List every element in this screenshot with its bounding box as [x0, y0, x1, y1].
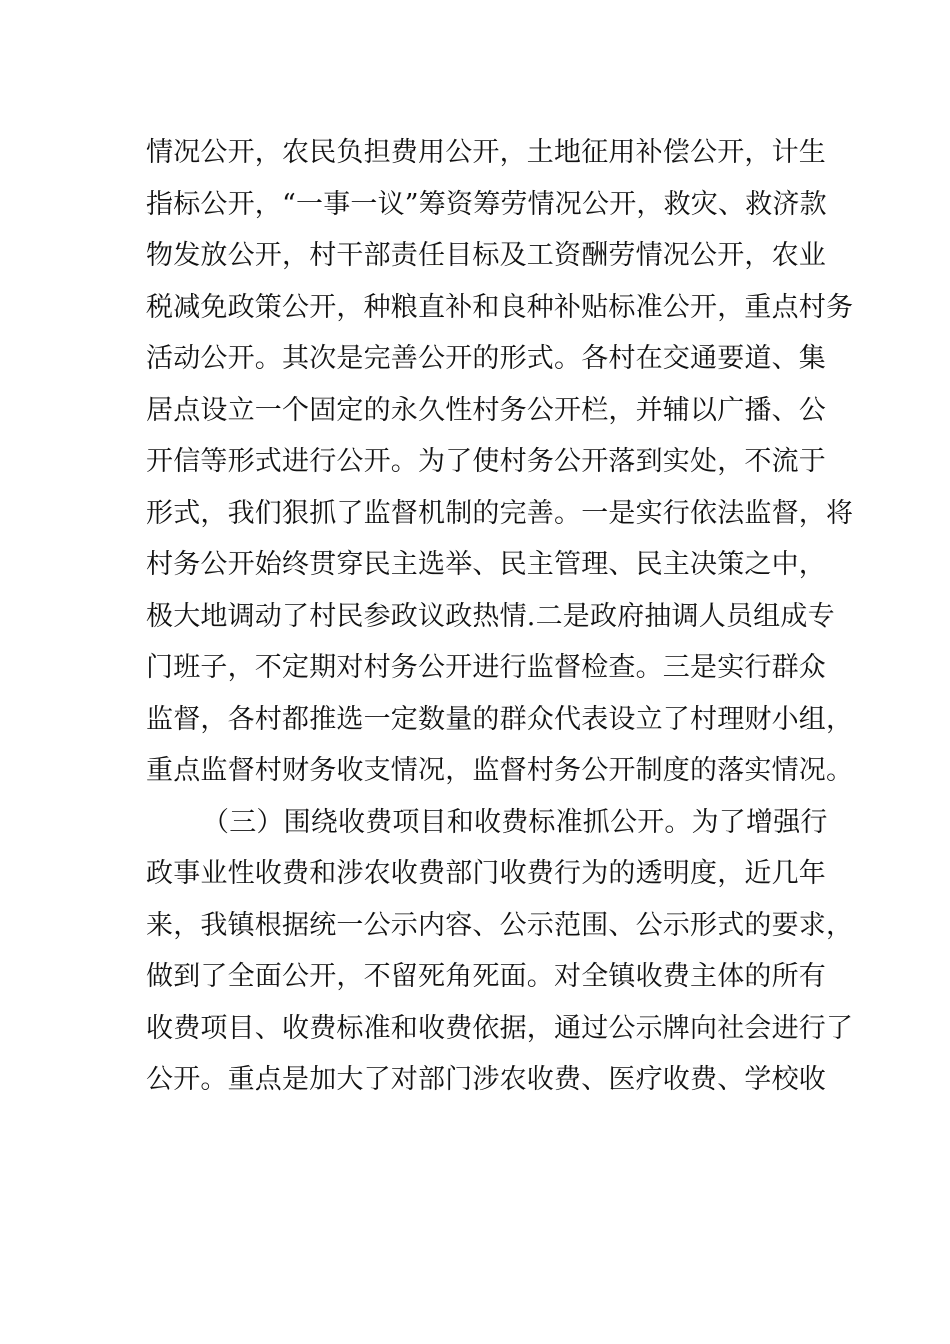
section-heading-line: （三）围绕收费项目和收费标准抓公开。为了增强行 [202, 806, 828, 838]
text-line: 政事业性收费和涉农收费部门收费行为的透明度，近几年 [146, 858, 826, 889]
text-line: 指标公开，“一事一议”筹资筹劳情况公开，救灾、救济款 [146, 188, 827, 220]
body-text [146, 127, 854, 1106]
text-line: 形式，我们狠抓了监督机制的完善。一是实行依法监督，将 [146, 497, 854, 529]
text-line: 来，我镇根据统一公示内容、公示范围、公示形式的要求， [146, 909, 854, 941]
text-line: 情况公开，农民负担费用公开，土地征用补偿公开，计生 [146, 137, 826, 168]
text-line: 收费项目、收费标准和收费依据，通过公示牌向社会进行了 [146, 1012, 854, 1044]
text-line: 活动公开。其次是完善公开的形式。各村在交通要道、集 [146, 343, 826, 374]
text-line: 税减免政策公开，种粮直补和良种补贴标准公开，重点村务 [146, 291, 854, 323]
text-line: 开信等形式进行公开。为了使村务公开落到实处，不流于 [146, 446, 826, 477]
text-line: 居点设立一个固定的永久性村务公开栏，并辅以广播、公 [146, 394, 826, 426]
text-line: 公开。重点是加大了对部门涉农收费、医疗收费、学校收 [146, 1064, 826, 1095]
text-line: 重点监督村财务收支情况，监督村务公开制度的落实情况。 [146, 755, 854, 786]
text-line: 监督，各村都推选一定数量的群众代表设立了村理财小组， [146, 703, 854, 735]
text-line: 极大地调动了村民参政议政热情.二是政府抽调人员组成专 [146, 600, 835, 632]
text-line: 物发放公开，村干部责任目标及工资酬劳情况公开，农业 [146, 240, 826, 271]
text-line: 做到了全面公开，不留死角死面。对全镇收费主体的所有 [146, 961, 826, 992]
text-line: 村务公开始终贯穿民主选举、民主管理、民主决策之中， [146, 549, 826, 580]
text-line: 门班子，不定期对村务公开进行监督检查。三是实行群众 [146, 652, 826, 683]
